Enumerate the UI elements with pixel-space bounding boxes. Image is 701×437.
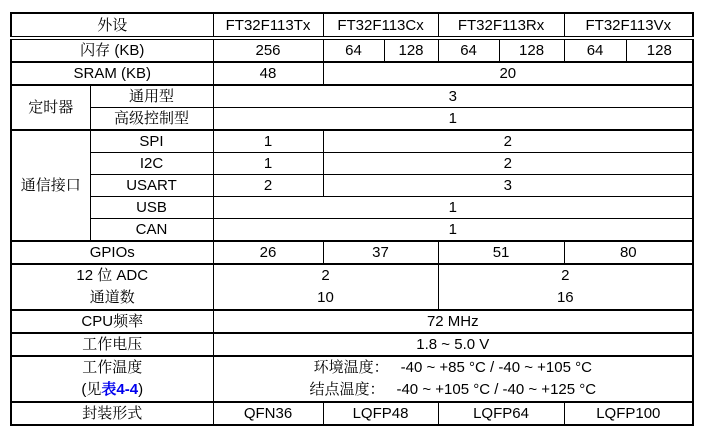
timer-advanced-label: 高级控制型 (90, 108, 213, 131)
adc-txcx (213, 264, 438, 310)
comm-group-label: 通信接口 (11, 130, 90, 241)
package-cx: LQFP48 (323, 402, 438, 425)
usart-tx: 2 (213, 175, 323, 197)
temperature-label-line2 (12, 379, 213, 401)
timer-group-label: 定时器 (11, 85, 90, 130)
flash-vx-64: 64 (564, 38, 626, 62)
table-row (11, 108, 693, 131)
package-label: 封装形式 (11, 402, 213, 425)
spi-label: SPI (90, 130, 213, 153)
usb-value: 1 (213, 197, 693, 219)
flash-cx-64: 64 (323, 38, 384, 62)
adc-label (11, 264, 213, 310)
gpios-rx: 51 (438, 241, 564, 264)
timer-general-value: 3 (213, 85, 693, 108)
temperature-ambient (214, 357, 693, 379)
table-row (11, 38, 693, 62)
can-value: 1 (213, 219, 693, 242)
table-row (11, 219, 693, 242)
i2c-tx: 1 (213, 153, 323, 175)
cpu-label: CPU频率 (11, 310, 213, 333)
package-tx: QFN36 (213, 402, 323, 425)
table-row (11, 197, 693, 219)
header-peripheral: 外设 (11, 13, 213, 38)
flash-rx-64: 64 (438, 38, 499, 62)
table-4-4-link[interactable]: 表4-4 (101, 381, 139, 398)
table-row (11, 402, 693, 425)
table-row (11, 153, 693, 175)
usart-label: USART (90, 175, 213, 197)
header-part-cx: FT32F113Cx (323, 13, 438, 38)
table-row (11, 62, 693, 85)
table-row (11, 130, 693, 153)
temperature-label (11, 356, 213, 402)
voltage-label: 工作电压 (11, 333, 213, 356)
flash-tx: 256 (213, 38, 323, 62)
sram-others: 20 (323, 62, 693, 85)
table-row (11, 356, 693, 402)
flash-label: 闪存 (KB) (11, 38, 213, 62)
timer-general-label: 通用型 (90, 85, 213, 108)
table-row (11, 175, 693, 197)
junction-label: 结点温度： (309, 381, 385, 398)
table-row (11, 85, 693, 108)
header-part-tx: FT32F113Tx (213, 13, 323, 38)
sram-tx: 48 (213, 62, 323, 85)
timer-advanced-value: 1 (213, 108, 693, 131)
can-label: CAN (90, 219, 213, 242)
gpios-cx: 37 (323, 241, 438, 264)
temperature-value (213, 356, 693, 402)
temperature-junction (214, 379, 693, 401)
temperature-ref-prefix: (见 (81, 381, 102, 398)
flash-vx-128: 128 (626, 38, 693, 62)
junction-value: -40 ~ +105 °C / -40 ~ +125 °C (396, 381, 597, 398)
package-vx: LQFP100 (564, 402, 693, 425)
table-row (11, 264, 693, 310)
gpios-vx: 80 (564, 241, 693, 264)
adc-rxvx (438, 264, 693, 310)
adc-label-line2: 通道数 (89, 289, 135, 306)
adc-rxvx-count: 2 (561, 267, 570, 284)
gpios-tx: 26 (213, 241, 323, 264)
usart-rest: 3 (323, 175, 693, 197)
i2c-rest: 2 (323, 153, 693, 175)
header-part-rx: FT32F113Rx (438, 13, 564, 38)
spi-rest: 2 (323, 130, 693, 153)
ambient-label: 环境温度： (313, 359, 389, 376)
table-row (11, 333, 693, 356)
adc-label-line1: 12 位 ADC (76, 267, 149, 284)
table-row (11, 13, 693, 38)
table-row (11, 310, 693, 333)
spec-table (10, 12, 694, 426)
gpios-label: GPIOs (11, 241, 213, 264)
adc-txcx-count: 2 (321, 267, 330, 284)
flash-rx-128: 128 (499, 38, 564, 62)
temperature-label-line1: 工作温度 (82, 359, 143, 376)
flash-cx-128: 128 (384, 38, 438, 62)
adc-txcx-channels: 10 (317, 289, 334, 306)
cpu-value: 72 MHz (213, 310, 693, 333)
package-rx: LQFP64 (438, 402, 564, 425)
usb-label: USB (90, 197, 213, 219)
header-part-vx: FT32F113Vx (564, 13, 693, 38)
adc-rxvx-channels: 16 (556, 289, 574, 306)
temperature-ref-suffix: ) (138, 381, 144, 398)
i2c-label: I2C (90, 153, 213, 175)
voltage-value: 1.8 ~ 5.0 V (213, 333, 693, 356)
table-row (11, 241, 693, 264)
ambient-value: -40 ~ +85 °C / -40 ~ +105 °C (400, 359, 592, 376)
spi-tx: 1 (213, 130, 323, 153)
sram-label: SRAM (KB) (11, 62, 213, 85)
